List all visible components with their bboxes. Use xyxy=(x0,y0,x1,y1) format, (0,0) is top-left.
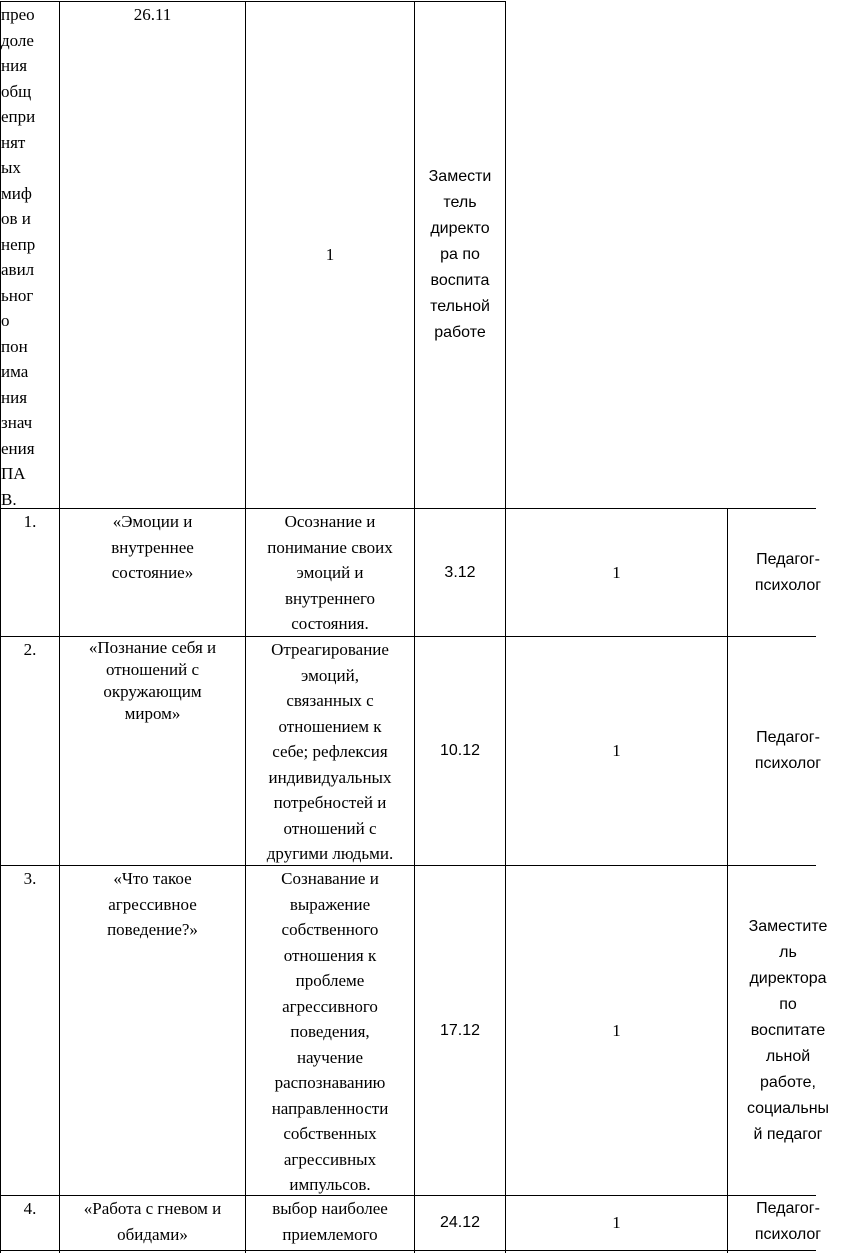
table-rule xyxy=(0,1,1,1253)
text-line: прео xyxy=(1,5,35,24)
text-line: воспитате xyxy=(750,1021,826,1039)
row-1-date-cell xyxy=(415,509,505,636)
text-line: Замести xyxy=(428,168,492,185)
text-line: поведение?» xyxy=(107,920,198,939)
text-line: агрессивное xyxy=(108,894,197,914)
table-rule xyxy=(0,865,816,866)
text-line: ния xyxy=(1,56,28,75)
text-line: собственного xyxy=(281,920,379,939)
text-line: психолог xyxy=(754,1226,822,1243)
row-responsible xyxy=(755,1196,821,1248)
row-1-goal-cell xyxy=(246,509,414,636)
table-rule xyxy=(0,1195,816,1196)
text-line: ых xyxy=(1,158,21,177)
text-line: внутреннего xyxy=(284,588,376,608)
text-line: окружающим xyxy=(103,682,202,701)
row-3-goal-cell xyxy=(246,866,414,1195)
text-line: епри xyxy=(1,107,36,126)
text-line: ния xyxy=(1,387,28,407)
text-line: другими людьми. xyxy=(266,844,394,863)
top-hours: 1 xyxy=(325,245,335,265)
row-topic xyxy=(84,1196,221,1247)
text-line: доле xyxy=(1,30,34,50)
text-line: эмоций, xyxy=(301,665,359,685)
row-1-topic-cell xyxy=(60,509,245,636)
table-rule xyxy=(245,1,246,1253)
text-line: авил xyxy=(1,260,35,279)
table-rule xyxy=(727,508,728,1253)
row-goal xyxy=(267,509,393,637)
table-rule xyxy=(0,508,816,509)
text-line: Педагог- xyxy=(756,550,820,568)
text-line: отношения к xyxy=(283,945,377,965)
text-line: общ xyxy=(1,81,32,101)
row-2-num-cell xyxy=(1,637,59,865)
top-theme-text xyxy=(1,2,35,512)
text-line: воспита xyxy=(430,272,490,289)
row-2-hours-cell xyxy=(506,637,727,865)
text-line: знач xyxy=(1,413,33,432)
row-3-date-cell xyxy=(415,866,505,1195)
row-2-topic-cell xyxy=(60,637,245,865)
row-responsible xyxy=(747,914,829,1148)
row-number: 1. xyxy=(23,512,37,531)
row-2-date-cell xyxy=(415,637,505,865)
row-responsible xyxy=(755,725,821,777)
row-1-hours-cell xyxy=(506,509,727,636)
top-date: 26.11 xyxy=(133,5,172,24)
text-line: отношением к xyxy=(278,716,382,736)
text-line: миф xyxy=(1,183,32,203)
row-date: 17.12 xyxy=(439,1021,481,1039)
text-line: Педагог- xyxy=(756,1200,820,1217)
row-goal xyxy=(267,637,393,867)
row-topic xyxy=(89,637,216,725)
text-line: й педагог xyxy=(753,1125,823,1143)
text-line: по xyxy=(779,995,797,1013)
text-line: импульсов. xyxy=(289,1175,371,1194)
text-line: направленности xyxy=(271,1098,389,1118)
text-line: проблеме xyxy=(295,971,365,990)
row-2-goal-cell xyxy=(246,637,414,865)
text-line: выражение xyxy=(289,894,371,914)
text-line: ль xyxy=(779,943,797,961)
text-line: распознаванию xyxy=(274,1073,386,1092)
text-line: эмоций и xyxy=(296,563,364,582)
table-rule xyxy=(0,1250,816,1251)
row-4-date-cell xyxy=(415,1196,505,1250)
row-number: 3. xyxy=(23,869,37,888)
row-1-responsible-cell xyxy=(728,509,848,636)
text-line: психолог xyxy=(754,576,822,594)
text-line: агрессивного xyxy=(282,996,378,1016)
text-line: связанных с xyxy=(286,691,374,710)
row-3-num-cell xyxy=(1,866,59,1195)
text-line: директо xyxy=(430,220,490,237)
text-line: Сознавание и xyxy=(281,869,379,888)
text-line: потребностей и xyxy=(273,793,387,812)
top-hours-cell xyxy=(246,2,414,508)
top-responsible-text xyxy=(429,164,492,346)
top-date-cell xyxy=(60,2,245,508)
text-line: приемлемого xyxy=(282,1224,378,1244)
row-number: 4. xyxy=(23,1199,37,1218)
text-line: социальны xyxy=(746,1099,830,1117)
table-rule xyxy=(414,1,415,1253)
text-line: выбор наиболее xyxy=(272,1199,388,1218)
row-date: 10.12 xyxy=(439,742,481,759)
text-line: ПА xyxy=(1,464,26,483)
row-3-topic-cell xyxy=(60,866,245,1195)
text-line: Заместите xyxy=(748,917,828,935)
text-line: понимание своих xyxy=(267,537,393,557)
text-line: миром» xyxy=(124,704,181,723)
row-4-hours-cell xyxy=(506,1196,727,1250)
text-line: Отреагирование xyxy=(271,640,389,659)
text-line: психолог xyxy=(754,755,822,772)
row-3-responsible-cell xyxy=(728,866,848,1195)
row-1-num-cell xyxy=(1,509,59,636)
text-line: пон xyxy=(1,336,28,356)
text-line: Осознание и xyxy=(284,512,376,531)
text-line: индивидуальных xyxy=(268,767,392,787)
row-goal xyxy=(272,1196,388,1247)
text-line: директора xyxy=(749,969,827,987)
text-line: состояния. xyxy=(291,614,369,633)
text-line: себе; рефлексия xyxy=(272,742,388,761)
text-line: отношений с xyxy=(105,660,199,679)
text-line: о xyxy=(1,311,10,330)
row-4-num-cell xyxy=(1,1196,59,1253)
text-line: обидами» xyxy=(117,1224,188,1244)
row-topic xyxy=(111,509,194,586)
top-theme-cell xyxy=(1,2,59,508)
table-rule xyxy=(0,636,816,637)
text-line: нят xyxy=(1,132,26,152)
row-responsible xyxy=(755,547,821,599)
text-line: работе, xyxy=(760,1073,816,1091)
row-number: 2. xyxy=(23,640,37,659)
text-line: ра по xyxy=(440,246,480,263)
row-2-responsible-cell xyxy=(728,637,848,865)
top-responsible-cell xyxy=(415,2,505,508)
row-date: 3.12 xyxy=(444,563,476,581)
table-rule xyxy=(505,1,506,1253)
row-4-responsible-cell xyxy=(728,1196,848,1253)
row-topic xyxy=(107,866,198,943)
table-rule xyxy=(0,1,505,2)
text-line: «Эмоции и xyxy=(112,512,193,531)
text-line: агрессивных xyxy=(283,1149,377,1169)
row-hours: 1 xyxy=(612,741,621,761)
text-line: тель xyxy=(443,194,477,211)
row-goal xyxy=(272,866,389,1198)
text-line: льной xyxy=(765,1047,811,1065)
row-date: 24.12 xyxy=(439,1214,481,1231)
text-line: тельной xyxy=(430,298,490,315)
text-line: В. xyxy=(1,489,17,509)
text-line: состояние» xyxy=(111,563,194,582)
text-line: има xyxy=(1,362,29,381)
text-line: «Что такое xyxy=(113,869,192,888)
row-hours: 1 xyxy=(612,1213,621,1233)
text-line: ьног xyxy=(1,285,34,305)
text-line: «Работа с гневом и xyxy=(83,1199,222,1218)
text-line: Педагог- xyxy=(756,729,820,746)
row-3-hours-cell xyxy=(506,866,727,1195)
row-4-goal-cell xyxy=(246,1196,414,1253)
text-line: научение xyxy=(296,1047,364,1067)
text-line: непр xyxy=(1,234,36,254)
table-rule xyxy=(59,1,60,1253)
text-line: ения xyxy=(1,438,35,458)
text-line: отношений с xyxy=(283,818,377,838)
text-line: поведения, xyxy=(290,1022,370,1041)
text-line: собственных xyxy=(283,1124,377,1143)
row-4-topic-cell xyxy=(60,1196,245,1253)
row-hours: 1 xyxy=(612,562,621,582)
text-line: внутреннее xyxy=(111,537,194,557)
text-line: работе xyxy=(434,324,486,341)
row-hours: 1 xyxy=(612,1020,621,1040)
text-line: «Познание себя и xyxy=(88,638,217,657)
text-line: ов и xyxy=(1,209,31,228)
